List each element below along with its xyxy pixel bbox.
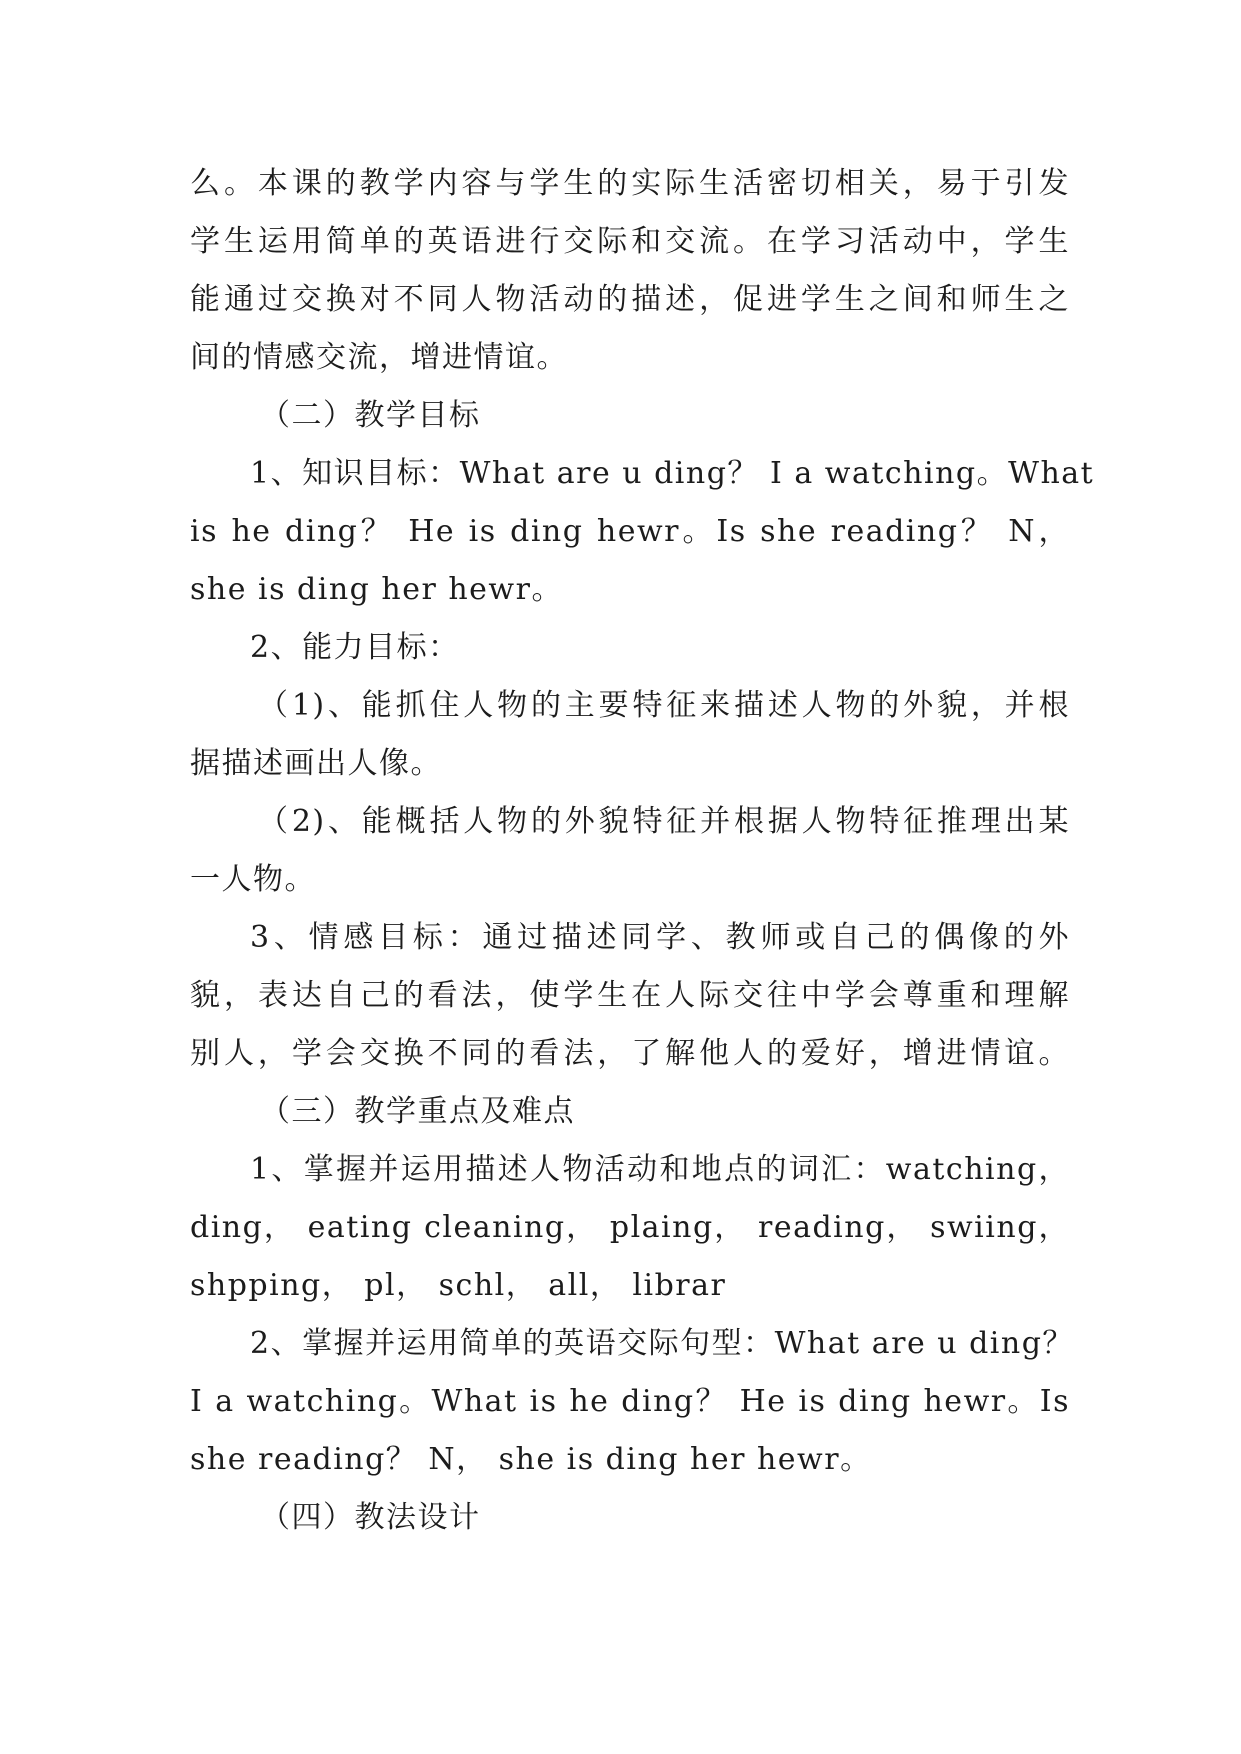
paragraph-line: I a watching。What is he ding？ He is ding hewr。Is bbox=[190, 1384, 1070, 1419]
paragraph-line: 间的情感交流，增进情谊。 bbox=[190, 340, 568, 375]
paragraph-line: she reading？ N， she is ding her hewr。 bbox=[190, 1442, 872, 1477]
paragraph-line: is he ding？ He is ding hewr。Is she reading？ N， bbox=[190, 514, 1070, 549]
paragraph-line: 3、情感目标：通过描述同学、教师或自己的偶像的外 bbox=[250, 920, 1070, 955]
paragraph-line: 学生运用简单的英语进行交际和交流。在学习活动中，学生 bbox=[190, 224, 1070, 259]
paragraph-line: 1、知识目标：What are u ding？ I a watching。What bbox=[250, 456, 1095, 491]
section-heading-2: （二）教学目标 bbox=[260, 398, 481, 433]
paragraph-line: 据描述画出人像。 bbox=[190, 746, 442, 781]
section-heading-4: （四）教法设计 bbox=[260, 1500, 481, 1535]
paragraph-line: shpping， pl， schl， all， librar bbox=[190, 1268, 727, 1303]
paragraph-line: （1)、能抓住人物的主要特征来描述人物的外貌，并根 bbox=[258, 688, 1070, 723]
section-heading-3: （三）教学重点及难点 bbox=[260, 1094, 575, 1129]
paragraph-line: 别人，学会交换不同的看法，了解他人的爱好，增进情谊。 bbox=[190, 1036, 1070, 1071]
paragraph-line: 貌，表达自己的看法，使学生在人际交往中学会尊重和理解 bbox=[190, 978, 1070, 1013]
paragraph-line: 能通过交换对不同人物活动的描述，促进学生之间和师生之 bbox=[190, 282, 1070, 317]
paragraph-line: ding， eating cleaning， plaing， reading， swiing， bbox=[190, 1210, 1070, 1245]
paragraph-line: 1、掌握并运用描述人物活动和地点的词汇：watching， bbox=[250, 1152, 1070, 1187]
subheading-ability: 2、能力目标： bbox=[250, 630, 460, 665]
paragraph-line: 2、掌握并运用简单的英语交际句型：What are u ding？ bbox=[250, 1326, 1074, 1361]
paragraph-line: （2)、能概括人物的外貌特征并根据人物特征推理出某 bbox=[258, 804, 1070, 839]
paragraph-line: 一人物。 bbox=[190, 862, 316, 897]
paragraph-line: she is ding her hewr。 bbox=[190, 572, 563, 607]
paragraph-line: 么。本课的教学内容与学生的实际生活密切相关，易于引发 bbox=[190, 166, 1070, 201]
document-body bbox=[190, 155, 1095, 1547]
